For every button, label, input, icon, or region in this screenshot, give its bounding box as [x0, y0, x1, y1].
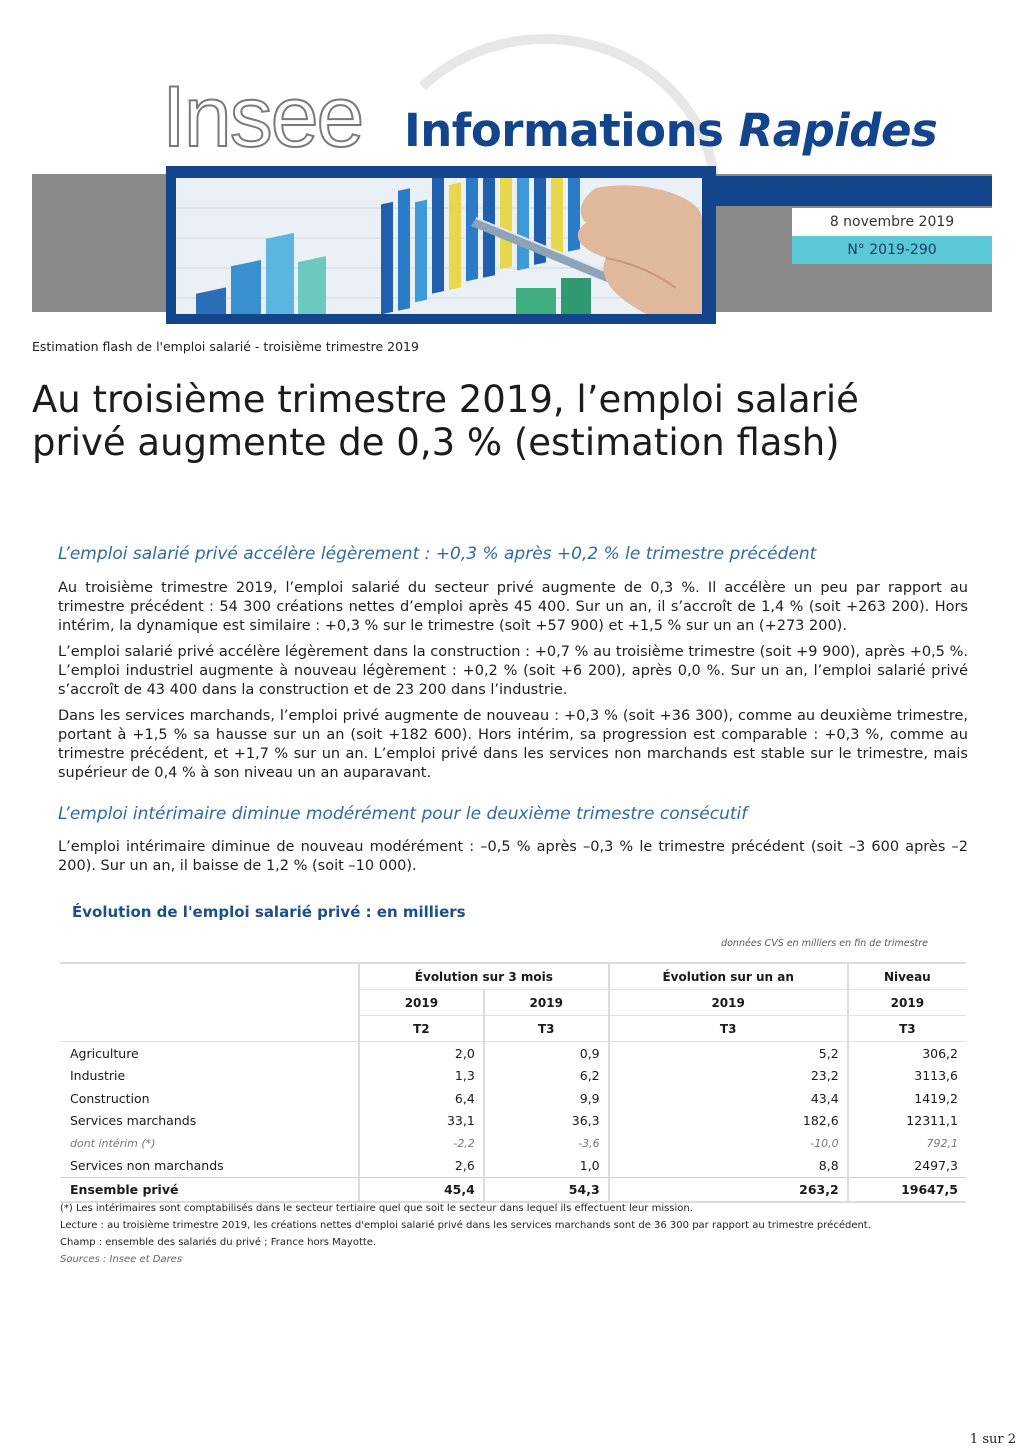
page-title-line1: Au troisième trimestre 2019, l’emploi salarié	[32, 378, 859, 421]
table-row	[60, 1065, 966, 1088]
chart-pen-illustration	[176, 178, 702, 314]
cell: -3,6	[484, 1132, 609, 1155]
cell: 12311,1	[848, 1110, 966, 1133]
table-header-blank	[60, 963, 359, 1042]
page-title-line2: privé augmente de 0,3 % (estimation flash)	[32, 421, 840, 464]
table-row	[60, 1110, 966, 1133]
table-header-quarter: T3	[848, 1016, 966, 1042]
footnote-sources: Sources : Insee et Dares	[60, 1254, 183, 1265]
publication-name	[404, 104, 937, 157]
row-label: Construction	[70, 1090, 150, 1106]
table-note: données CVS en milliers en fin de trimestre	[721, 938, 928, 949]
paragraph: Au troisième trimestre 2019, l’emploi salarié du secteur privé augmente de 0,3 %. Il accélère un peu par rapport au trimestre précédent : 54 300 créations nettes d’emploi après 45 400. Sur un an, il s’accroît de 1,4 % (soit +263 200). Hors intérim, la dynamique est similaire : +0,3 % sur le trimestre (soit +57 900) et +1,5 % sur un an (+273 200).	[58, 580, 968, 634]
paragraph: L’emploi salarié privé accélère légèrement dans la construction : +0,7 % au troisième trimestre (soit +9 900), après +0,5 %. L’emploi industriel augmente à nouveau légèrement : +0,2 % (soit +6 200), après 0,0 %. Sur un an, l’emploi salarié privé s’accroît de 43 400 dans la construction et de 23 200 dans l’industrie.	[58, 644, 968, 698]
table-header-group: Évolution sur un an	[609, 963, 848, 990]
header-photo	[176, 178, 702, 314]
paragraph: Dans les services marchands, l’emploi privé augmente de nouveau : +0,3 % (soit +36 300), comme au deuxième trimestre, portant à +1,5 % sa hausse sur un an (soit +182 600). Hors intérim, sa progression est comparable : +0,3 %, comme au trimestre précédent, et +1,7 % sur un an. L’emploi privé dans les services non marchands est stable sur le trimestre, mais supérieur de 0,4 % à son niveau un an auparavant.	[58, 708, 968, 781]
cell: 23,2	[609, 1065, 848, 1088]
table-row	[60, 1087, 966, 1110]
row-label: Agriculture	[70, 1045, 139, 1061]
cell: 9,9	[484, 1087, 609, 1110]
cell: 33,1	[359, 1110, 484, 1133]
cell: 45,4	[359, 1178, 484, 1202]
employment-table	[60, 962, 966, 1203]
table-header-quarter: T2	[359, 1016, 484, 1042]
section-heading: L’emploi salarié privé accélère légèrement : +0,3 % après +0,2 % le trimestre précédent	[58, 544, 817, 564]
cell: 6,4	[359, 1087, 484, 1110]
page-number: 1 sur 2	[969, 1432, 1016, 1447]
table-header-year: 2019	[359, 990, 484, 1016]
table-header-year: 2019	[609, 990, 848, 1016]
table-header-group: Évolution sur 3 mois	[359, 963, 609, 990]
section-heading: L’emploi intérimaire diminue modérément pour le deuxième trimestre consécutif	[58, 804, 748, 824]
cell: 5,2	[609, 1042, 848, 1065]
cell: 8,8	[609, 1155, 848, 1178]
publication-date: 8 novembre 2019	[792, 208, 992, 236]
table-row	[60, 1132, 966, 1155]
table-row	[60, 1042, 966, 1065]
cell: 2,6	[359, 1155, 484, 1178]
cell: 792,1	[848, 1132, 966, 1155]
row-label: Services non marchands	[70, 1158, 224, 1174]
row-label: Services marchands	[70, 1113, 197, 1129]
table-header-year: 2019	[848, 990, 966, 1016]
table-header-quarter: T3	[609, 1016, 848, 1042]
cell: 2497,3	[848, 1155, 966, 1178]
table-header-row	[60, 963, 966, 990]
publication-name-part1: Informations	[404, 104, 724, 157]
cell: 1,0	[484, 1155, 609, 1178]
kicker: Estimation flash de l'emploi salarié - troisième trimestre 2019	[32, 339, 419, 354]
cell: 43,4	[609, 1087, 848, 1110]
page-title	[32, 378, 992, 464]
cell: -10,0	[609, 1132, 848, 1155]
cell: 1419,2	[848, 1087, 966, 1110]
cell: 3113,6	[848, 1065, 966, 1088]
table-total-row	[60, 1178, 966, 1202]
table-title: Évolution de l'emploi salarié privé : en milliers	[72, 903, 466, 921]
row-label: Industrie	[70, 1068, 126, 1084]
footnote-lecture: Lecture : au troisième trimestre 2019, les créations nettes d'emploi salarié privé dans les services marchands sont de 36 300 par rapport au trimestre précédent.	[60, 1220, 871, 1231]
table-header-year: 2019	[484, 990, 609, 1016]
cell: 36,3	[484, 1110, 609, 1133]
row-label: dont intérim (*)	[70, 1136, 156, 1150]
cell: 182,6	[609, 1110, 848, 1133]
cell: 263,2	[609, 1178, 848, 1202]
cell: 54,3	[484, 1178, 609, 1202]
cell: 306,2	[848, 1042, 966, 1065]
cell: 6,2	[484, 1065, 609, 1088]
cell: 2,0	[359, 1042, 484, 1065]
cell: 19647,5	[848, 1178, 966, 1202]
publication-name-part2: Rapides	[738, 104, 938, 157]
cell: 0,9	[484, 1042, 609, 1065]
paragraph: L’emploi intérimaire diminue de nouveau modérément : –0,5 % après –0,3 % le trimestre précédent (soit –3 600 après –2 200). Sur un an, il baisse de 1,2 % (soit –10 000).	[58, 839, 968, 874]
table-row	[60, 1155, 966, 1178]
footnote-champ: Champ : ensemble des salariés du privé ; France hors Mayotte.	[60, 1237, 377, 1248]
cell: 1,3	[359, 1065, 484, 1088]
table-header-quarter: T3	[484, 1016, 609, 1042]
publication-number: N° 2019-290	[792, 236, 992, 264]
table-header-group: Niveau	[848, 963, 966, 990]
footnote-asterisk: (*) Les intérimaires sont comptabilisés dans le secteur tertiaire quel que soit le secteur dans lequel ils effectuent leur mission.	[60, 1203, 693, 1214]
insee-logo: Insee	[162, 69, 363, 165]
cell: -2,2	[359, 1132, 484, 1155]
row-label: Ensemble privé	[60, 1178, 359, 1202]
